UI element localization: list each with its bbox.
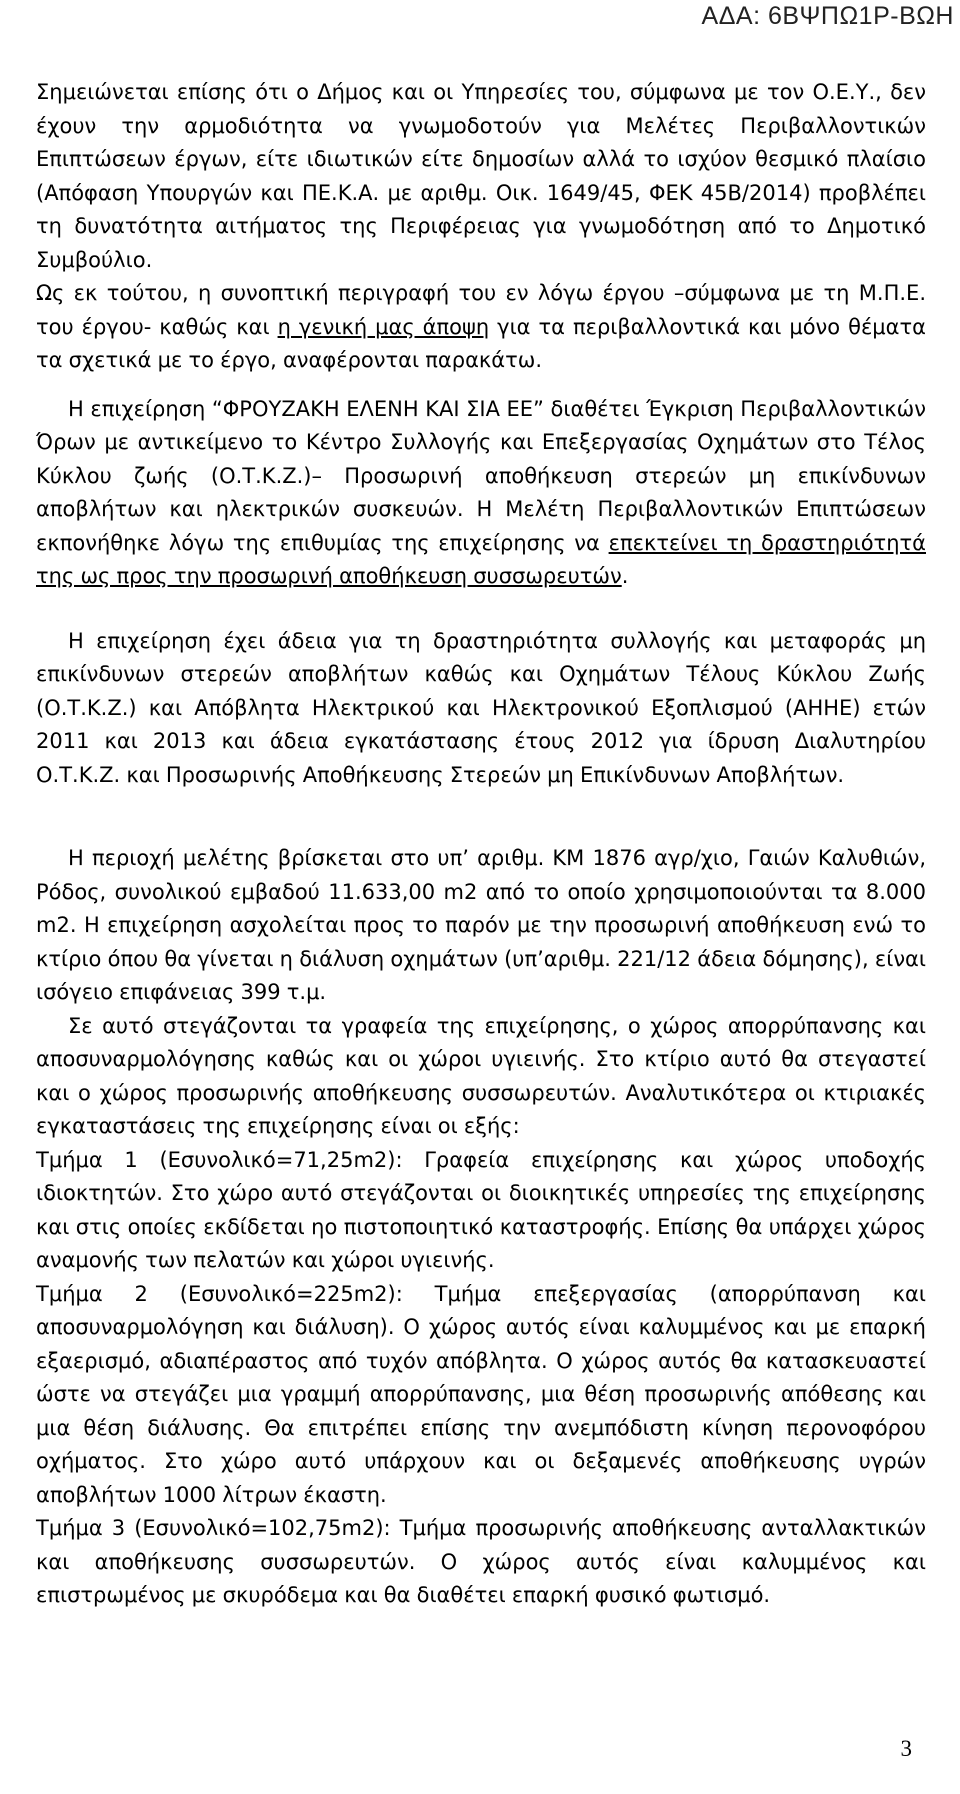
paragraph-company-approval: [36, 393, 926, 594]
paragraph-study-area: Η περιοχή μελέτης βρίσκεται στο υπ’ αριθμ. ΚΜ 1876 αγρ/χιο, Γαιών Καλυθιών, Ρόδος, συνολικού εμβαδού 11.633,00 m2 από το οποίο χρησιμοποιούνται τα 8.000 m2. Η επιχείρηση ασχολείται προς το παρόν με την προσωρινή αποθήκευση ενώ το κτίριο όπου θα γίνεται η διάλυση οχημάτων (υπ’αριθμ. 221/12 άδεια δόμησης), είναι ισόγειο επιφάνειας 399 τ.μ.: [36, 846, 926, 1004]
paragraph-section-2: Τμήμα 2 (Εσυνολικό=225m2): Τμήμα επεξεργασίας (απορρύπανση και αποσυναρμολόγηση και διάλυση). Ο χώρος αυτός είναι καλυμμένος και με επαρκή εξαερισμό, αδιαπέραστος από τυχόν απόβλητα. Ο χώρος αυτός θα κατασκευαστεί ώστε να στεγάζει μια γραμμή απορρύπανσης, μια θέση προσωρινής απόθεσης και μια θέση διάλυσης. Θα επιτρέπει επίσης την ανεμπόδιστη κίνηση περονοφόρου οχήματος. Στο χώρο αυτό υπάρχουν και οι δεξαμενές αποθήκευσης υγρών αποβλήτων 1000 λίτρων έκαστη.: [36, 1281, 926, 1507]
page-number: 3: [900, 1736, 912, 1761]
document-body: [36, 76, 926, 1613]
text-run: για τα περιβαλλοντικά και μόνο θέματα τα σχετικά με το έργο, αναφέρονται παρακάτω.: [36, 314, 926, 372]
paragraph-company-license: Η επιχείρηση έχει άδεια για τη δραστηριότητα συλλογής και μεταφοράς μη επικίνδυνων στερεών αποβλήτων καθώς και Οχημάτων Τέλους Κύκλου Ζωής (Ο.Τ.Κ.Ζ.) και Απόβλητα Ηλεκτρικού και Ηλεκτρονικού Εξοπλισμού (ΑΗΗΕ) ετών 2011 και 2013 και άδεια εγκατάστασης έτους 2012 για ίδρυση Διαλυτηρίου Ο.Τ.Κ.Ζ. και Προσωρινής Αποθήκευσης Στερεών μη Επικίνδυνων Αποβλήτων.: [36, 628, 926, 787]
text-run: .: [621, 564, 629, 588]
paragraph-section-3: Τμήμα 3 (Εσυνολικό=102,75m2): Τμήμα προσωρινής αποθήκευσης ανταλλακτικών και αποθήκευσης συσσωρευτών. Ο χώρος αυτός είναι καλυμμένος και επιστρωμένος με σκυρόδεμα και θα διαθέτει επαρκή φυσικό φωτισμό.: [36, 1516, 926, 1607]
paragraph-municipality-note: Σημειώνεται επίσης ότι ο Δήμος και οι Υπηρεσίες του, σύμφωνα με τον Ο.Ε.Υ., δεν έχουν την αρμοδιότητα να γνωμοδοτούν για Μελέτες Περιβαλλοντικών Επιπτώσεων έργων, είτε ιδιωτικών είτε δημοσίων αλλά το ισχύον θεσμικό πλαίσιο (Απόφαση Υπουργών και ΠΕ.Κ.Α. με αριθμ. Οικ. 1649/45, ΦΕΚ 45Β/2014) προβλέπει τη δυνατότητα αιτήματος της Περιφέρειας για γνωμοδότηση από το Δημοτικό Συμβούλιο.: [36, 80, 926, 272]
text-run: Ως εκ τούτου, η συνοπτική περιγραφή του εν λόγω έργου –σύμφωνα με τη Μ.Π.Ε. του έργου- καθώς και: [36, 281, 926, 339]
paragraph-summary-intro: [36, 277, 926, 378]
paragraph-building-uses: Σε αυτό στεγάζονται τα γραφεία της επιχείρησης, ο χώρος απορρύπανσης και αποσυναρμολόγησης καθώς και οι χώροι υγιεινής. Στο κτίριο αυτό θα στεγαστεί και ο χώρος προσωρινής αποθήκευσης συσσωρευτών. Αναλυτικότερα οι κτιριακές εγκαταστάσεις της επιχείρησης είναι οι εξής:: [36, 1013, 926, 1138]
underlined-text: επεκτείνει τη δραστηριότητά της ως προς την προσωρινή αποθήκευση συσσωρευτών: [36, 530, 926, 588]
underlined-text: η γενική μας άποψη: [277, 314, 490, 339]
ada-code: ΑΔΑ: 6ΒΨΠΩ1Ρ-ΒΩΗ: [701, 2, 954, 30]
text-run: Η επιχείρηση “ΦΡΟΥΖΑΚΗ ΕΛΕΝΗ ΚΑΙ ΣΙΑ ΕΕ” διαθέτει Έγκριση Περιβαλλοντικών Όρων με αντικείμενο το Κέντρο Συλλογής και Επεξεργασίας Οχημάτων στο Τέλος Κύκλου ζωής (Ο.Τ.Κ.Ζ.)– Προσωρινή αποθήκευση στερεών μη επικίνδυνων αποβλήτων και ηλεκτρικών συσκευών. Η Μελέτη Περιβαλλοντικών Επιπτώσεων εκπονήθηκε λόγω της επιθυμίας της επιχείρησης να: [36, 396, 926, 555]
paragraph-section-1: Τμήμα 1 (Εσυνολικό=71,25m2): Γραφεία επιχείρησης και χώρος υποδοχής ιδιοκτητών. Στο χώρο αυτό στεγάζονται οι διοικητικές υπηρεσίες της επιχείρησης και στις οποίες εκδίδεται ηο πιστοποιητικό καταστροφής. Επίσης θα υπάρχει χώρος αναμονής των πελατών και χώροι υγιεινής.: [36, 1147, 926, 1272]
